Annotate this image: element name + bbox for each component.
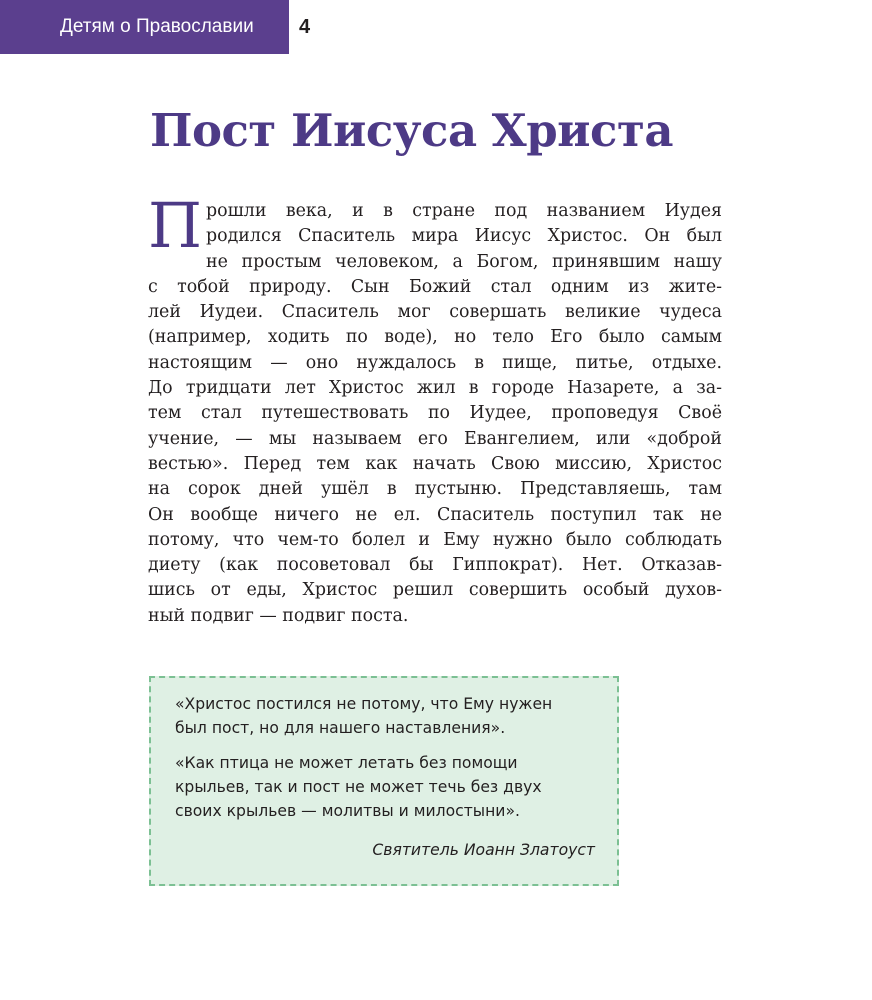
section-header-band xyxy=(0,0,289,54)
page-number: 4 xyxy=(299,16,311,38)
body-line: настоящим — оно нуждалось в пище, питье, отдыхе. xyxy=(148,352,722,373)
body-line: потому, что чем-то болел и Ему нужно было соблюдать xyxy=(148,529,722,550)
article-title: Пост Иисуса Христа xyxy=(150,104,673,157)
body-line: рошли века, и в стране под названием Иудея xyxy=(206,201,722,221)
body-line: учение, — мы называем его Евангелием, или «доброй xyxy=(148,428,722,449)
body-line: тем стал путешествовать по Иудее, проповедуя Своё xyxy=(148,403,722,424)
body-line: на сорок дней ушёл в пустыню. Представляешь, там xyxy=(148,479,722,500)
body-line: родился Спаситель мира Иисус Христос. Он был xyxy=(206,226,722,247)
article-body xyxy=(148,189,722,629)
body-line: Он вообще ничего не ел. Спаситель поступил так не xyxy=(148,504,722,525)
body-line: с тобой природу. Сын Божий стал одним из жите- xyxy=(148,276,722,297)
body-line: диету (как посоветовал бы Гиппократ). Нет. Отказав- xyxy=(148,555,722,576)
quote-line: крыльев, так и пост не может течь без двух xyxy=(175,778,542,796)
quote-line: был пост, но для нашего наставления». xyxy=(175,719,506,737)
body-line: не простым человеком, а Богом, принявшим нашу xyxy=(206,251,722,272)
quote-box xyxy=(149,676,619,886)
quote-paragraph-1 xyxy=(175,692,595,740)
body-line: шись от еды, Христос решил совершить особый духов- xyxy=(148,580,722,601)
quote-line: «Христос постился не потому, что Ему нужен xyxy=(175,695,553,713)
quote-line: «Как птица не может летать без помощи xyxy=(175,754,518,772)
body-line: лей Иудеи. Спаситель мог совершать великие чудеса xyxy=(148,302,722,323)
body-line: вестью». Перед тем как начать Свою миссию, Христос xyxy=(148,453,722,474)
section-title: Детям о Православии xyxy=(60,16,254,37)
body-line: (например, ходить по воде), но тело Его было самым xyxy=(148,327,722,348)
quote-paragraph-2 xyxy=(175,751,595,823)
drop-cap: П xyxy=(148,189,203,262)
body-line: До тридцати лет Христос жил в городе Назарете, а за- xyxy=(148,378,722,399)
quote-line: своих крыльев — молитвы и милостыни». xyxy=(175,802,520,820)
quote-author: Святитель Иоанн Златоуст xyxy=(372,841,595,859)
body-line: ный подвиг — подвиг поста. xyxy=(148,605,409,626)
